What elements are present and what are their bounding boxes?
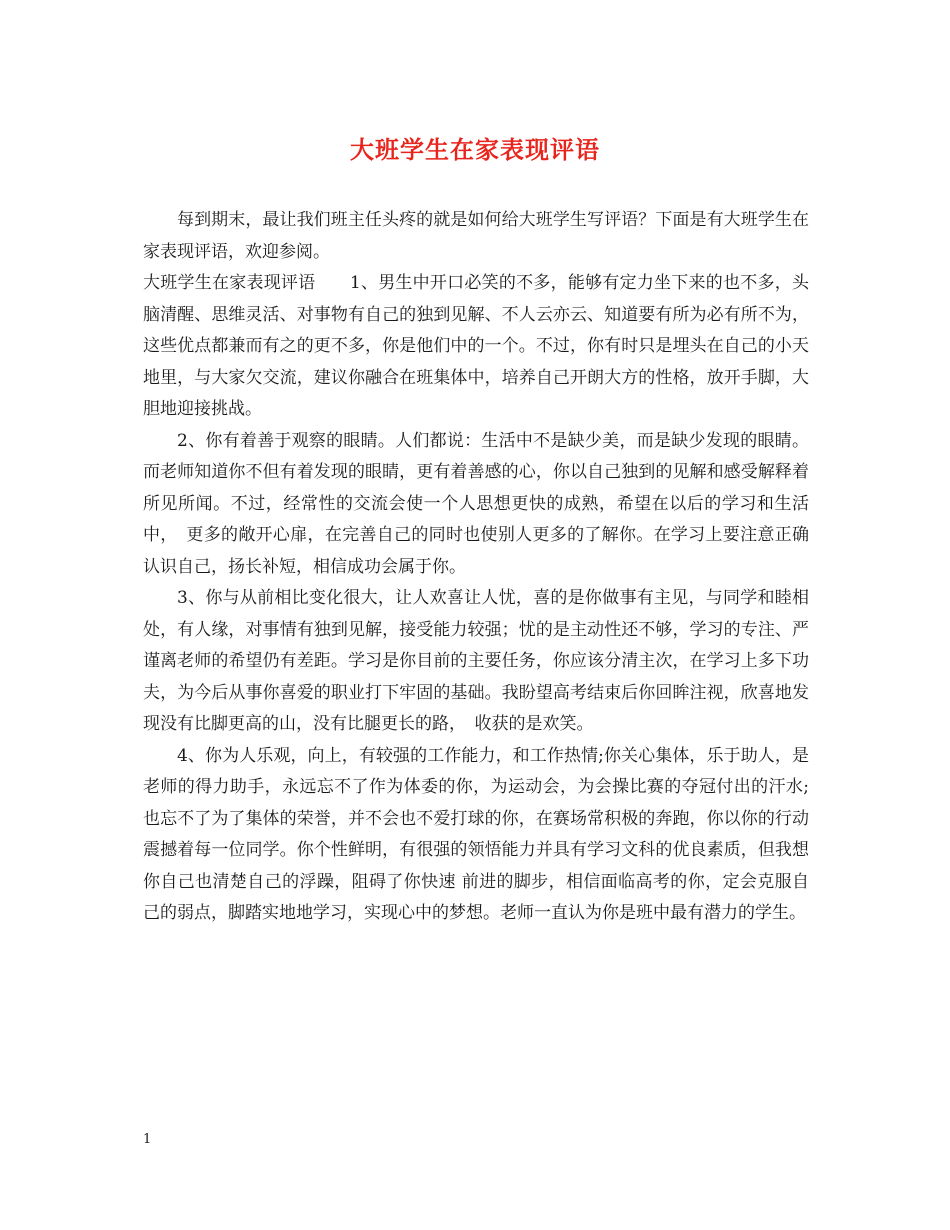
document-body	[143, 205, 809, 930]
comment-paragraph-3: 3、你与从前相比变化很大，让人欢喜让人忧，喜的是你做事有主见，与同学和睦相处，有人缘，对事情有独到见解，接受能力较强；忧的是主动性还不够，学习的专注、严谨离老师的希望仍有差距。学习是你目前的主要任务，你应该分清主次，在学习上多下功夫，为今后从事你喜爱的职业打下牢固的基础。我盼望高考结束后你回眸注视，欣喜地发现没有比脚更高的山，没有比腿更长的路， 收获的是欢笑。	[143, 588, 809, 734]
comment-paragraph-1: 大班学生在家表现评语 1、男生中开口必笑的不多，能够有定力坐下来的也不多，头脑清醒、思维灵活、对事物有自己的独到见解、不人云亦云、知道要有所为必有所不为，这些优点都兼而有之的更不多，你是他们中的一个。不过，你有时只是埋头在自己的小天地里，与大家欠交流，建议你融合在班集体中，培养自己开朗大方的性格，放开手脚，大胆地迎接挑战。	[143, 273, 809, 419]
page-title: 大班学生在家表现评语	[350, 135, 600, 164]
comment-paragraph-2: 2、你有着善于观察的眼睛。人们都说：生活中不是缺少美，而是缺少发现的眼睛。而老师知道你不但有着发现的眼睛，更有着善感的心，你以自己独到的见解和感受解释着所见所闻。不过，经常性的交流会使一个人思想更快的成熟，希望在以后的学习和生活中， 更多的敞开心扉，在完善自己的同时也使别人更多的了解你。在学习上要注意正确认识自己，扬长补短，相信成功会属于你。	[143, 430, 809, 577]
page-number: 1	[143, 1132, 152, 1147]
intro-paragraph: 每到期末，最让我们班主任头疼的就是如何给大班学生写评语？下面是有大班学生在家表现评语，欢迎参阅。	[143, 210, 809, 262]
comment-paragraph-4: 4、你为人乐观，向上，有较强的工作能力，和工作热情;你关心集体，乐于助人，是老师的得力助手，永远忘不了作为体委的你，为运动会，为会操比赛的夺冠付出的汗水;也忘不了为了集体的荣誉，并不会也不爱打球的你，在赛场常积极的奔跑，你以你的行动 震撼着每一位同学。你个性鲜明，有很强的领悟能力并具有学习文科的优良素质，但我想你自己也清楚自己的浮躁，阻碍了你快速 前进的脚步，相信面临高考的你，定会克服自己的弱点，脚踏实地地学习，实现心中的梦想。老师一直认为你是班中最有潜力的学生。	[143, 745, 809, 923]
